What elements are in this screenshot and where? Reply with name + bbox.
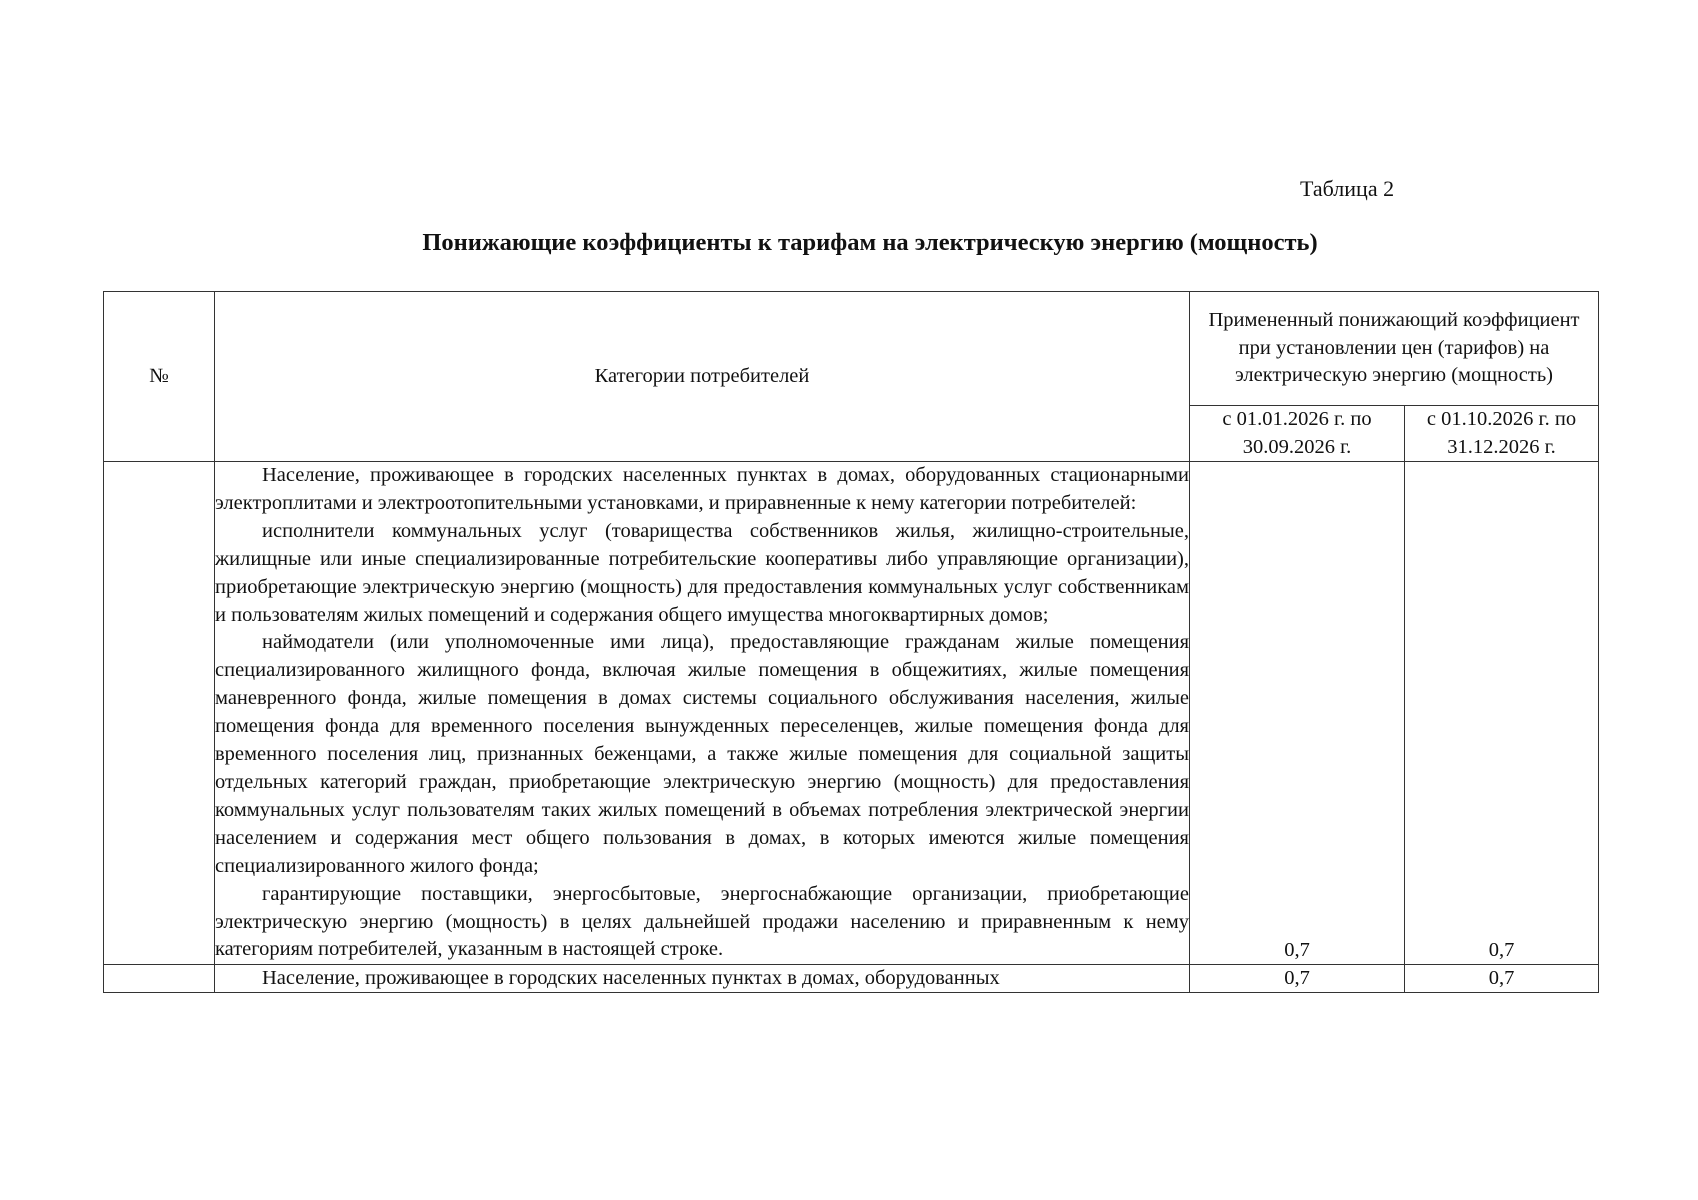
table-label: Таблица 2 xyxy=(1300,176,1395,201)
row-number xyxy=(104,462,215,965)
coefficient-value-period-1: 0,7 xyxy=(1190,462,1405,965)
column-header-period-1: с 01.01.2026 г. по 30.09.2026 г. xyxy=(1190,406,1405,462)
category-paragraph: гарантирующие поставщики, энергосбытовые, энергоснабжающие организации, приобретающие электрическую энергию (мощность) в целях дальнейшей продажи населению и приравненным к нему категориям потребителей, указанным в настоящей строке. xyxy=(215,882,1189,961)
column-header-category: Категории потребителей xyxy=(215,292,1190,462)
row-category xyxy=(215,462,1190,965)
coefficient-value-period-2: 0,7 xyxy=(1405,965,1599,993)
category-paragraph: исполнители коммунальных услуг (товарищества собственников жилья, жилищно-строительные, жилищные или иные специализированные потребительские кооперативы либо управляющие организации), приобретающие электрическую энергию (мощность) для предоставления коммунальных услуг собственникам и пользователям жилых помещений и содержания общего имущества многоквартирных домов; xyxy=(215,519,1189,626)
table-row xyxy=(104,965,1599,993)
table-row xyxy=(104,462,1599,965)
column-header-coefficient: Примененный понижающий коэффициент при установлении цен (тарифов) на электрическую энергию (мощность) xyxy=(1190,292,1599,406)
document-title: Понижающие коэффициенты к тарифам на электрическую энергию (мощность) xyxy=(422,229,1318,256)
coefficients-table xyxy=(103,291,1599,993)
coefficient-value-period-1: 0,7 xyxy=(1190,965,1405,993)
category-paragraph: наймодатели (или уполномоченные ими лица), предоставляющие гражданам жилые помещения специализированного жилищного фонда, включая жилые помещения в общежитиях, жилые помещения маневренного фонда, жилые помещения в домах системы социального обслуживания населения, жилые помещения фонда для временного поселения вынужденных переселенцев, жилые помещения фонда для временного поселения лиц, признанных беженцами, а также жилые помещения для социальной защиты отдельных категорий граждан, приобретающие электрическую энергию (мощность) для предоставления коммунальных услуг пользователям таких жилых помещений в объемах потребления электрической энергии населением и содержания мест общего пользования в домах, в которых имеются жилые помещения специализированного жилого фонда; xyxy=(215,631,1189,877)
column-header-number: № xyxy=(104,292,215,462)
coefficient-value-period-2: 0,7 xyxy=(1405,462,1599,965)
row-number xyxy=(104,965,215,993)
category-paragraph: Население, проживающее в городских населенных пунктах в домах, оборудованных xyxy=(262,967,1000,990)
row-category xyxy=(215,965,1190,993)
column-header-period-2: с 01.10.2026 г. по 31.12.2026 г. xyxy=(1405,406,1599,462)
category-paragraph: Население, проживающее в городских населенных пунктах в домах, оборудованных стационарными электроплитами и электроотопительными установками, и приравненные к нему категории потребителей: xyxy=(215,464,1189,514)
header-row xyxy=(104,292,1599,406)
